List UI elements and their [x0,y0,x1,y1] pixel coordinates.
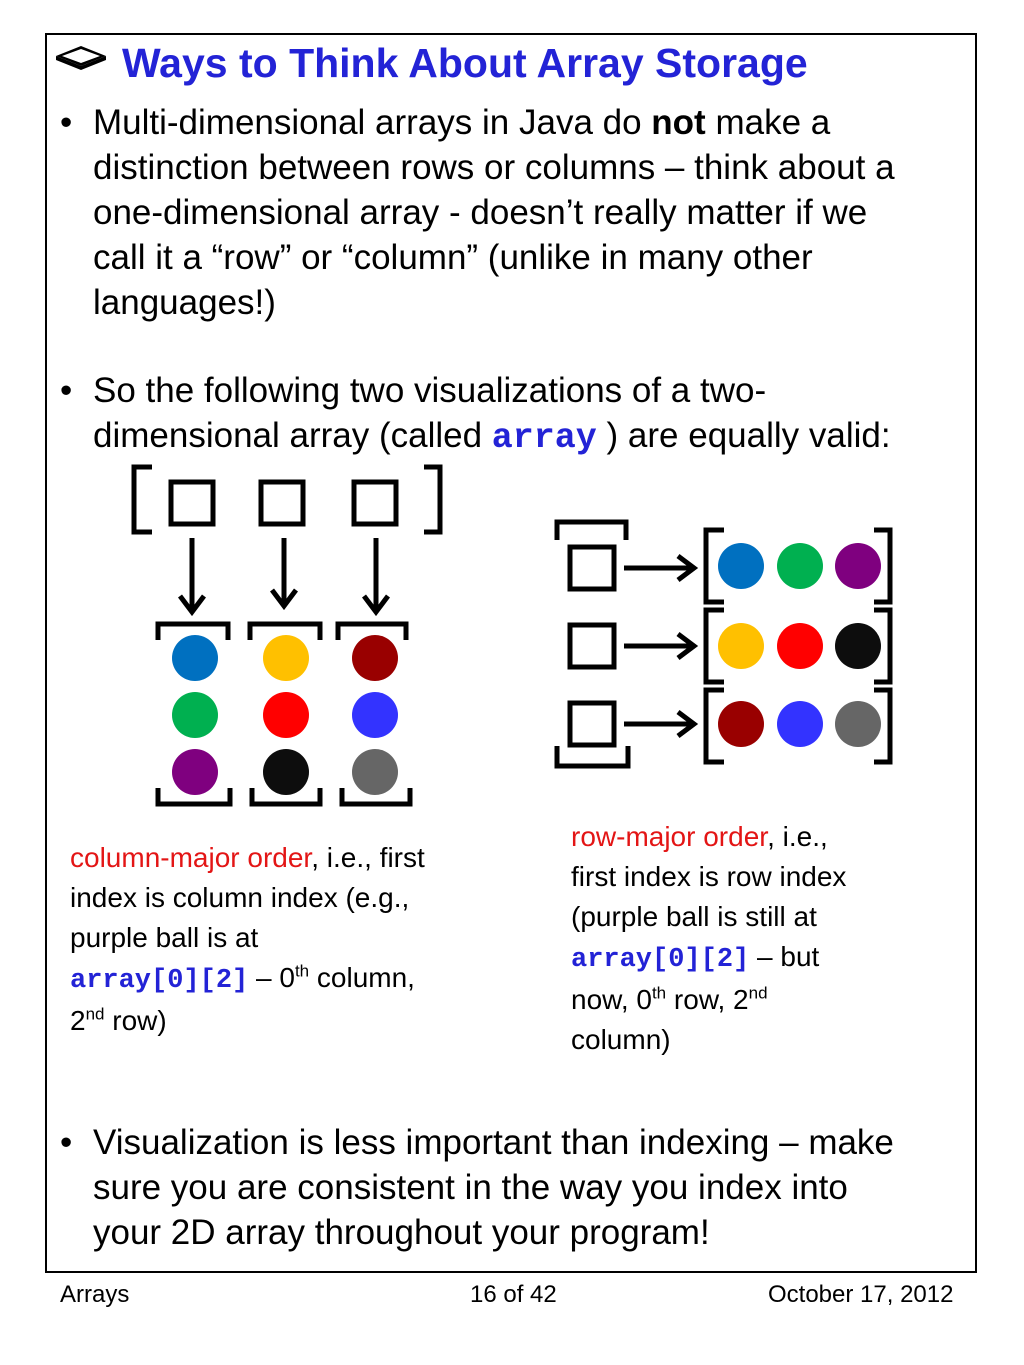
ball-yellow [718,623,764,669]
ball-green [777,543,823,589]
bullet-dot: • [60,103,73,142]
bullet-dot: • [60,1123,73,1162]
ball-darkred [352,635,398,681]
text-segment: column, [309,962,415,993]
superscript: nd [85,1004,105,1024]
superscript: th [294,961,310,981]
bullet-line: one-dimensional array - doesn’t really matter if we [93,193,868,232]
caption-line: purple ball is at [70,922,259,953]
footer-date: October 17, 2012 [768,1281,954,1308]
ball-red [263,692,309,738]
caption-line [70,958,425,1001]
emphasis-not: not [651,103,706,142]
ball-purple [172,749,218,795]
text-segment: row) [104,1005,167,1036]
footer-topic: Arrays [60,1281,130,1308]
text-segment: row, 2 [666,984,749,1015]
ball-purple [835,543,881,589]
text-segment: 2 [70,1005,86,1036]
outer-cell-2 [570,703,614,745]
outer-cell-2 [354,482,396,524]
caption-line [571,980,846,1020]
outer-bracket-right [424,467,440,532]
ball-gray [835,701,881,747]
highlight-row-major: row-major order [571,821,768,852]
column-major-outer-array [134,467,440,532]
text-segment: – but [749,941,820,972]
outer-cell-1 [261,482,303,524]
caption-line: index is column index (e.g., [70,882,410,913]
text-segment: now, 0 [571,984,652,1015]
bullet-line: your 2D array throughout your program! [93,1213,710,1252]
text-segment: – 0 [248,962,295,993]
bullet-dot: • [60,371,73,410]
text-segment: Multi-dimensional arrays in Java do [93,103,652,142]
ball-gray [352,749,398,795]
bullet-line: languages!) [93,283,276,322]
text-segment: , i.e., first [311,842,425,873]
bullet-line: sure you are consistent in the way you index into [93,1168,848,1207]
bullet-line: distinction between rows or columns – think about a [93,148,895,187]
ball-black [835,623,881,669]
superscript: nd [748,983,768,1003]
ball-lightblue [352,692,398,738]
row-major-balls [718,543,881,747]
caption-column-major [70,838,425,1041]
outer-bracket-top [557,522,626,540]
outer-bracket-bottom [557,746,628,766]
ball-black [263,749,309,795]
slide-title: Ways to Think About Array Storage [122,40,808,86]
superscript: th [651,983,667,1003]
text-segment: dimensional array (called [93,416,492,455]
code-array-index: array[0][2] [571,945,750,975]
caption-line: column) [571,1024,671,1055]
ball-green [172,692,218,738]
caption-line [571,817,846,857]
bullet-line: call it a “row” or “column” (unlike in many other [93,238,813,277]
text-segment: ) are equally valid: [596,416,891,455]
outer-cell-0 [570,547,614,589]
bullet-text [93,1120,894,1255]
ball-yellow [263,635,309,681]
footer-page-number: 16 of 42 [470,1281,557,1308]
text-segment: , i.e., [767,821,828,852]
caption-line [70,1001,425,1041]
bullet-line: Visualization is less important than indexing – make [93,1123,894,1162]
bullet-line: So the following two visualizations of a two- [93,371,767,410]
caption-row-major [571,817,846,1060]
outer-cell-1 [570,625,614,667]
row-major-arrows [624,556,694,736]
ball-blue [172,635,218,681]
caption-line [70,838,425,878]
code-array-index: array[0][2] [70,966,249,996]
code-array: array [491,418,597,458]
ball-darkred [718,701,764,747]
ball-blue [718,543,764,589]
column-major-balls [172,635,398,795]
caption-line: (purple ball is still at [571,901,817,932]
column-major-arrows [180,538,388,612]
highlight-column-major: column-major order [70,842,312,873]
ball-red [777,623,823,669]
ball-lightblue [777,701,823,747]
outer-cell-0 [171,482,213,524]
caption-line: first index is row index [571,861,847,892]
outer-bracket-left [134,467,152,532]
row-major-outer-array [557,522,628,766]
text-segment: make a [705,103,831,142]
caption-line [571,937,846,980]
